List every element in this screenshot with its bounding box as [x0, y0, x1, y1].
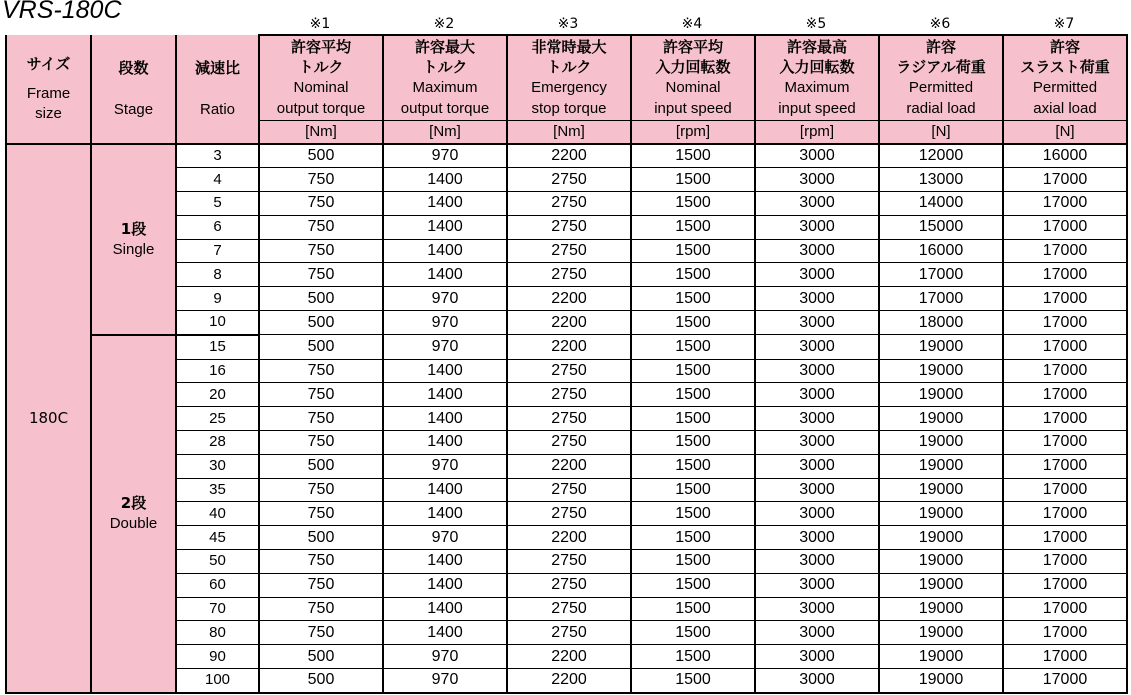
cell-nominal-output-torque: 500	[259, 526, 383, 550]
stage-en: Single	[112, 240, 155, 258]
cell-nominal-input-speed: 1500	[631, 645, 755, 669]
header-col5-en1: Maximum	[784, 78, 850, 96]
cell-permitted-axial-load: 17000	[1003, 215, 1127, 239]
cell-nominal-output-torque: 750	[259, 502, 383, 526]
cell-nominal-input-speed: 1500	[631, 311, 755, 335]
header-col1-jp1: 許容平均	[290, 37, 351, 56]
cell-nominal-input-speed: 1500	[631, 239, 755, 263]
header-col4-jp1: 許容平均	[662, 37, 723, 56]
cell-permitted-axial-load: 17000	[1003, 383, 1127, 407]
cell-permitted-axial-load: 17000	[1003, 192, 1127, 216]
spec-table	[5, 34, 1128, 694]
cell-nominal-input-speed: 1500	[631, 621, 755, 645]
header-col6-jp2: ラジアル荷重	[896, 57, 986, 76]
cell-maximum-output-torque: 970	[383, 645, 507, 669]
cell-nominal-output-torque: 750	[259, 621, 383, 645]
header-frame-size-en1: Frame	[26, 84, 71, 102]
header-col3-jp1: 非常時最大	[531, 37, 607, 56]
cell-nominal-input-speed: 1500	[631, 526, 755, 550]
cell-maximum-output-torque: 970	[383, 287, 507, 311]
cell-permitted-axial-load: 17000	[1003, 407, 1127, 431]
cell-nominal-output-torque: 750	[259, 263, 383, 287]
cell-nominal-output-torque: 750	[259, 215, 383, 239]
header-col4-jp2: 入力回転数	[655, 57, 731, 76]
cell-emergency-stop-torque: 2750	[507, 359, 631, 383]
cell-nominal-input-speed: 1500	[631, 287, 755, 311]
cell-ratio: 40	[176, 502, 259, 526]
header-maximum-output-torque	[383, 35, 507, 120]
cell-maximum-input-speed: 3000	[755, 359, 879, 383]
cell-emergency-stop-torque: 2200	[507, 311, 631, 335]
cell-ratio: 60	[176, 573, 259, 597]
header-frame-size-en2: size	[35, 104, 62, 122]
cell-nominal-output-torque: 500	[259, 335, 383, 359]
cell-maximum-output-torque: 970	[383, 311, 507, 335]
cell-permitted-radial-load: 19000	[879, 478, 1003, 502]
cell-permitted-axial-load: 17000	[1003, 168, 1127, 192]
cell-permitted-radial-load: 19000	[879, 454, 1003, 478]
cell-maximum-output-torque: 970	[383, 144, 507, 168]
cell-maximum-output-torque: 970	[383, 669, 507, 693]
cell-nominal-output-torque: 750	[259, 359, 383, 383]
cell-emergency-stop-torque: 2750	[507, 431, 631, 455]
cell-ratio: 80	[176, 621, 259, 645]
cell-permitted-axial-load: 17000	[1003, 287, 1127, 311]
cell-maximum-input-speed: 3000	[755, 645, 879, 669]
cell-nominal-input-speed: 1500	[631, 550, 755, 574]
cell-nominal-input-speed: 1500	[631, 454, 755, 478]
cell-emergency-stop-torque: 2750	[507, 597, 631, 621]
header-col7-jp2: スラスト荷重	[1020, 57, 1110, 76]
cell-emergency-stop-torque: 2750	[507, 573, 631, 597]
cell-permitted-radial-load: 13000	[879, 168, 1003, 192]
cell-permitted-axial-load: 17000	[1003, 502, 1127, 526]
cell-maximum-input-speed: 3000	[755, 550, 879, 574]
cell-ratio: 70	[176, 597, 259, 621]
cell-ratio: 35	[176, 478, 259, 502]
cell-permitted-radial-load: 19000	[879, 573, 1003, 597]
cell-ratio: 5	[176, 192, 259, 216]
cell-permitted-radial-load: 15000	[879, 215, 1003, 239]
cell-permitted-axial-load: 17000	[1003, 478, 1127, 502]
cell-emergency-stop-torque: 2750	[507, 550, 631, 574]
cell-ratio: 25	[176, 407, 259, 431]
header-col3-en1: Emergency	[531, 78, 607, 96]
cell-maximum-input-speed: 3000	[755, 597, 879, 621]
cell-maximum-output-torque: 970	[383, 454, 507, 478]
header-col2-jp2: トルク	[422, 57, 468, 76]
cell-emergency-stop-torque: 2750	[507, 621, 631, 645]
header-col5-jp1: 許容最高	[786, 37, 847, 56]
stage-cell	[91, 335, 176, 693]
cell-permitted-radial-load: 19000	[879, 597, 1003, 621]
table-row	[6, 335, 1127, 359]
cell-permitted-radial-load: 14000	[879, 192, 1003, 216]
header-ratio	[176, 35, 259, 144]
cell-nominal-input-speed: 1500	[631, 144, 755, 168]
cell-permitted-axial-load: 17000	[1003, 573, 1127, 597]
cell-permitted-axial-load: 17000	[1003, 645, 1127, 669]
cell-permitted-radial-load: 19000	[879, 550, 1003, 574]
cell-ratio: 100	[176, 669, 259, 693]
cell-emergency-stop-torque: 2750	[507, 478, 631, 502]
cell-emergency-stop-torque: 2750	[507, 383, 631, 407]
cell-emergency-stop-torque: 2200	[507, 526, 631, 550]
header-maximum-input-speed	[755, 35, 879, 120]
cell-nominal-input-speed: 1500	[631, 335, 755, 359]
cell-nominal-output-torque: 500	[259, 287, 383, 311]
header-frame-size-jp: サイズ	[26, 54, 71, 73]
note-marker-1: ※1	[309, 16, 331, 32]
cell-permitted-axial-load: 17000	[1003, 550, 1127, 574]
cell-maximum-output-torque: 1400	[383, 478, 507, 502]
header-stage-en: Stage	[113, 100, 154, 118]
cell-maximum-input-speed: 3000	[755, 287, 879, 311]
cell-nominal-output-torque: 500	[259, 454, 383, 478]
unit-col6: [N]	[879, 120, 1003, 144]
cell-maximum-output-torque: 1400	[383, 239, 507, 263]
cell-permitted-radial-load: 16000	[879, 239, 1003, 263]
table-header	[6, 35, 1127, 144]
cell-permitted-axial-load: 17000	[1003, 311, 1127, 335]
cell-nominal-input-speed: 1500	[631, 669, 755, 693]
cell-nominal-input-speed: 1500	[631, 597, 755, 621]
cell-emergency-stop-torque: 2200	[507, 335, 631, 359]
stage-jp: 1段	[120, 219, 147, 238]
cell-maximum-input-speed: 3000	[755, 215, 879, 239]
unit-col4: [rpm]	[631, 120, 755, 144]
header-stage-jp: 段数	[118, 58, 149, 77]
header-nominal-input-speed	[631, 35, 755, 120]
cell-nominal-output-torque: 750	[259, 573, 383, 597]
cell-ratio: 4	[176, 168, 259, 192]
cell-maximum-input-speed: 3000	[755, 573, 879, 597]
cell-maximum-input-speed: 3000	[755, 502, 879, 526]
cell-ratio: 16	[176, 359, 259, 383]
cell-maximum-output-torque: 1400	[383, 263, 507, 287]
cell-permitted-radial-load: 19000	[879, 502, 1003, 526]
cell-maximum-input-speed: 3000	[755, 407, 879, 431]
cell-maximum-input-speed: 3000	[755, 431, 879, 455]
cell-maximum-output-torque: 970	[383, 335, 507, 359]
cell-permitted-axial-load: 17000	[1003, 335, 1127, 359]
cell-emergency-stop-torque: 2200	[507, 454, 631, 478]
cell-nominal-output-torque: 750	[259, 407, 383, 431]
note-marker-4: ※4	[681, 16, 703, 32]
note-marker-5: ※5	[805, 16, 827, 32]
header-ratio-en: Ratio	[199, 100, 236, 118]
cell-ratio: 9	[176, 287, 259, 311]
cell-maximum-output-torque: 1400	[383, 168, 507, 192]
cell-nominal-input-speed: 1500	[631, 359, 755, 383]
cell-maximum-output-torque: 1400	[383, 359, 507, 383]
cell-maximum-output-torque: 1400	[383, 502, 507, 526]
header-col3-en2: stop torque	[531, 99, 607, 117]
cell-maximum-output-torque: 1400	[383, 192, 507, 216]
cell-permitted-axial-load: 17000	[1003, 431, 1127, 455]
header-col1-jp2: トルク	[298, 57, 344, 76]
cell-maximum-output-torque: 1400	[383, 597, 507, 621]
cell-nominal-output-torque: 500	[259, 645, 383, 669]
header-col4-en2: input speed	[654, 99, 732, 117]
cell-permitted-radial-load: 19000	[879, 383, 1003, 407]
cell-maximum-output-torque: 1400	[383, 621, 507, 645]
cell-ratio: 15	[176, 335, 259, 359]
table-body	[6, 144, 1127, 693]
header-col6-en1: Permitted	[908, 78, 974, 96]
cell-maximum-output-torque: 1400	[383, 550, 507, 574]
header-nominal-output-torque	[259, 35, 383, 120]
page-title: VRS-180C	[2, 0, 122, 24]
cell-nominal-input-speed: 1500	[631, 263, 755, 287]
cell-permitted-axial-load: 17000	[1003, 621, 1127, 645]
cell-permitted-radial-load: 19000	[879, 621, 1003, 645]
cell-nominal-input-speed: 1500	[631, 407, 755, 431]
cell-emergency-stop-torque: 2750	[507, 502, 631, 526]
cell-maximum-output-torque: 1400	[383, 573, 507, 597]
unit-col2: [Nm]	[383, 120, 507, 144]
cell-maximum-output-torque: 1400	[383, 215, 507, 239]
note-marker-7: ※7	[1053, 16, 1075, 32]
cell-permitted-axial-load: 17000	[1003, 526, 1127, 550]
cell-ratio: 30	[176, 454, 259, 478]
cell-maximum-input-speed: 3000	[755, 383, 879, 407]
cell-emergency-stop-torque: 2750	[507, 168, 631, 192]
cell-permitted-axial-load: 17000	[1003, 359, 1127, 383]
note-marker-3: ※3	[557, 16, 579, 32]
cell-permitted-axial-load: 17000	[1003, 263, 1127, 287]
cell-maximum-input-speed: 3000	[755, 263, 879, 287]
cell-permitted-radial-load: 19000	[879, 407, 1003, 431]
cell-permitted-radial-load: 19000	[879, 431, 1003, 455]
cell-nominal-input-speed: 1500	[631, 573, 755, 597]
cell-maximum-input-speed: 3000	[755, 669, 879, 693]
cell-emergency-stop-torque: 2200	[507, 287, 631, 311]
cell-permitted-radial-load: 19000	[879, 669, 1003, 693]
note-markers	[258, 14, 1126, 34]
cell-maximum-input-speed: 3000	[755, 526, 879, 550]
cell-emergency-stop-torque: 2750	[507, 215, 631, 239]
cell-maximum-output-torque: 1400	[383, 431, 507, 455]
cell-nominal-input-speed: 1500	[631, 431, 755, 455]
cell-maximum-input-speed: 3000	[755, 335, 879, 359]
frame-size-cell: 180C	[6, 144, 91, 693]
header-col4-en1: Nominal	[665, 78, 721, 96]
cell-nominal-output-torque: 750	[259, 168, 383, 192]
cell-permitted-axial-load: 16000	[1003, 144, 1127, 168]
header-col5-en2: input speed	[778, 99, 856, 117]
cell-emergency-stop-torque: 2750	[507, 239, 631, 263]
unit-col1: [Nm]	[259, 120, 383, 144]
header-col7-en2: axial load	[1033, 99, 1097, 117]
header-col6-en2: radial load	[906, 99, 976, 117]
cell-ratio: 90	[176, 645, 259, 669]
cell-permitted-radial-load: 18000	[879, 311, 1003, 335]
cell-permitted-radial-load: 19000	[879, 359, 1003, 383]
cell-ratio: 10	[176, 311, 259, 335]
cell-nominal-input-speed: 1500	[631, 478, 755, 502]
table-row	[6, 144, 1127, 168]
cell-ratio: 45	[176, 526, 259, 550]
cell-permitted-axial-load: 17000	[1003, 669, 1127, 693]
cell-maximum-input-speed: 3000	[755, 144, 879, 168]
cell-ratio: 50	[176, 550, 259, 574]
cell-ratio: 3	[176, 144, 259, 168]
cell-nominal-output-torque: 750	[259, 478, 383, 502]
cell-permitted-radial-load: 19000	[879, 645, 1003, 669]
cell-nominal-output-torque: 750	[259, 192, 383, 216]
cell-maximum-input-speed: 3000	[755, 621, 879, 645]
cell-emergency-stop-torque: 2750	[507, 192, 631, 216]
cell-nominal-output-torque: 500	[259, 144, 383, 168]
header-col2-en1: Maximum	[412, 78, 478, 96]
cell-maximum-input-speed: 3000	[755, 239, 879, 263]
cell-permitted-radial-load: 12000	[879, 144, 1003, 168]
cell-nominal-output-torque: 500	[259, 669, 383, 693]
cell-maximum-input-speed: 3000	[755, 192, 879, 216]
cell-emergency-stop-torque: 2750	[507, 407, 631, 431]
cell-ratio: 20	[176, 383, 259, 407]
cell-permitted-axial-load: 17000	[1003, 239, 1127, 263]
stage-en: Double	[109, 515, 158, 533]
cell-ratio: 6	[176, 215, 259, 239]
cell-nominal-input-speed: 1500	[631, 168, 755, 192]
header-col7-jp1: 許容	[1049, 37, 1080, 56]
header-emergency-stop-torque	[507, 35, 631, 120]
unit-col5: [rpm]	[755, 120, 879, 144]
cell-nominal-output-torque: 750	[259, 383, 383, 407]
cell-maximum-input-speed: 3000	[755, 454, 879, 478]
header-stage	[91, 35, 176, 144]
cell-emergency-stop-torque: 2200	[507, 144, 631, 168]
unit-col7: [N]	[1003, 120, 1127, 144]
cell-permitted-radial-load: 17000	[879, 287, 1003, 311]
cell-emergency-stop-torque: 2750	[507, 263, 631, 287]
cell-nominal-input-speed: 1500	[631, 192, 755, 216]
header-col6-jp1: 許容	[925, 37, 956, 56]
header-col1-en1: Nominal	[293, 78, 349, 96]
cell-permitted-axial-load: 17000	[1003, 454, 1127, 478]
cell-ratio: 28	[176, 431, 259, 455]
cell-maximum-input-speed: 3000	[755, 478, 879, 502]
header-col7-en1: Permitted	[1032, 78, 1098, 96]
cell-permitted-axial-load: 17000	[1003, 597, 1127, 621]
cell-emergency-stop-torque: 2200	[507, 645, 631, 669]
cell-nominal-output-torque: 750	[259, 239, 383, 263]
header-col5-jp2: 入力回転数	[779, 57, 855, 76]
cell-nominal-input-speed: 1500	[631, 383, 755, 407]
cell-maximum-input-speed: 3000	[755, 168, 879, 192]
header-permitted-axial-load	[1003, 35, 1127, 120]
header-frame-size	[6, 35, 91, 144]
header-ratio-jp: 減速比	[194, 58, 240, 77]
header-permitted-radial-load	[879, 35, 1003, 120]
header-col1-en2: output torque	[276, 99, 366, 117]
cell-maximum-output-torque: 1400	[383, 383, 507, 407]
cell-permitted-radial-load: 19000	[879, 526, 1003, 550]
cell-nominal-input-speed: 1500	[631, 215, 755, 239]
cell-nominal-output-torque: 750	[259, 431, 383, 455]
stage-cell	[91, 144, 176, 335]
cell-maximum-input-speed: 3000	[755, 311, 879, 335]
cell-maximum-output-torque: 1400	[383, 407, 507, 431]
cell-permitted-radial-load: 17000	[879, 263, 1003, 287]
note-marker-6: ※6	[929, 16, 951, 32]
cell-maximum-output-torque: 970	[383, 526, 507, 550]
cell-nominal-output-torque: 750	[259, 597, 383, 621]
cell-emergency-stop-torque: 2200	[507, 669, 631, 693]
cell-ratio: 7	[176, 239, 259, 263]
cell-nominal-output-torque: 500	[259, 311, 383, 335]
note-marker-2: ※2	[433, 16, 455, 32]
cell-permitted-radial-load: 19000	[879, 335, 1003, 359]
cell-ratio: 8	[176, 263, 259, 287]
cell-nominal-output-torque: 750	[259, 550, 383, 574]
header-col2-jp1: 許容最大	[414, 37, 475, 56]
stage-jp: 2段	[120, 494, 147, 513]
unit-col3: [Nm]	[507, 120, 631, 144]
cell-nominal-input-speed: 1500	[631, 502, 755, 526]
header-col2-en2: output torque	[400, 99, 490, 117]
header-col3-jp2: トルク	[546, 57, 592, 76]
